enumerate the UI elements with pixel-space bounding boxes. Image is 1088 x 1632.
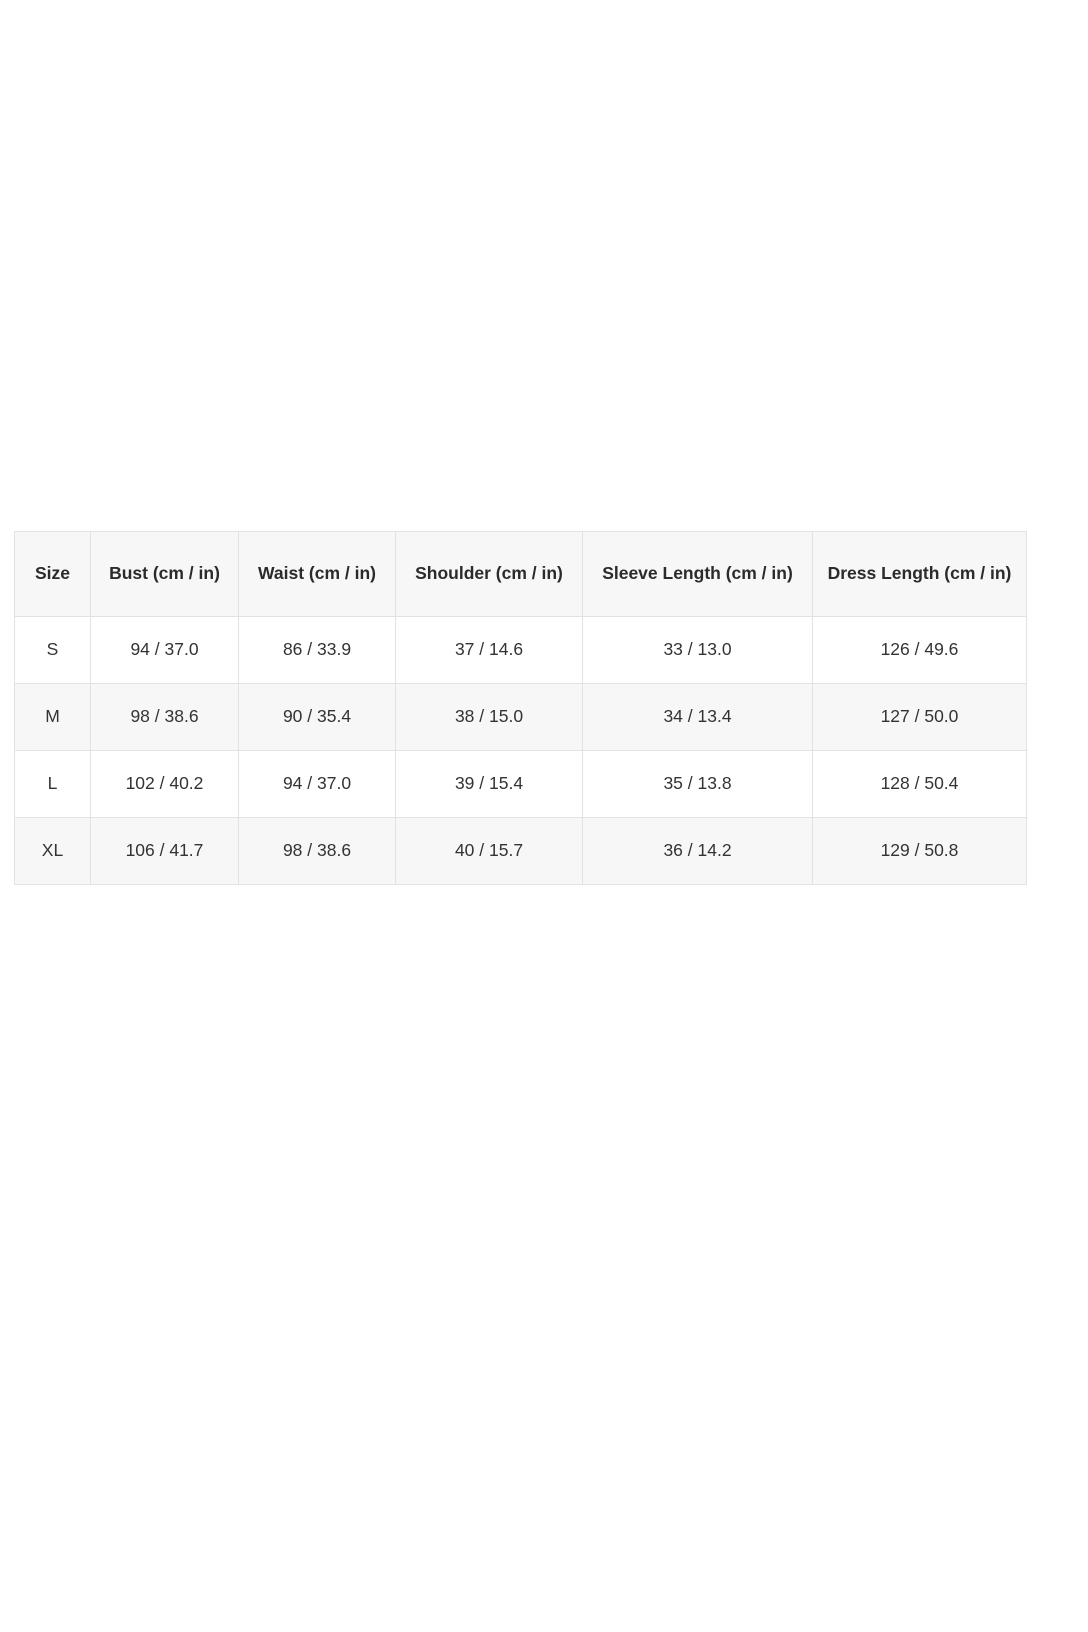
cell-dress-length: 126 / 49.6	[813, 617, 1027, 684]
table-row	[15, 751, 1027, 818]
cell-sleeve-length: 33 / 13.0	[583, 617, 813, 684]
cell-size: M	[15, 684, 91, 751]
cell-waist: 86 / 33.9	[239, 617, 396, 684]
cell-waist: 98 / 38.6	[239, 818, 396, 885]
cell-size: S	[15, 617, 91, 684]
table-row	[15, 684, 1027, 751]
column-header-sleeve-length: Sleeve Length (cm / in)	[583, 532, 813, 617]
cell-shoulder: 37 / 14.6	[396, 617, 583, 684]
cell-waist: 94 / 37.0	[239, 751, 396, 818]
cell-sleeve-length: 36 / 14.2	[583, 818, 813, 885]
cell-bust: 106 / 41.7	[91, 818, 239, 885]
cell-bust: 94 / 37.0	[91, 617, 239, 684]
table-body	[15, 617, 1027, 885]
cell-bust: 102 / 40.2	[91, 751, 239, 818]
column-header-shoulder: Shoulder (cm / in)	[396, 532, 583, 617]
cell-waist: 90 / 35.4	[239, 684, 396, 751]
size-chart-table	[14, 531, 1027, 885]
cell-shoulder: 40 / 15.7	[396, 818, 583, 885]
column-header-size: Size	[15, 532, 91, 617]
cell-shoulder: 39 / 15.4	[396, 751, 583, 818]
column-header-waist: Waist (cm / in)	[239, 532, 396, 617]
column-header-dress-length: Dress Length (cm / in)	[813, 532, 1027, 617]
cell-dress-length: 127 / 50.0	[813, 684, 1027, 751]
column-header-bust: Bust (cm / in)	[91, 532, 239, 617]
cell-size: XL	[15, 818, 91, 885]
cell-bust: 98 / 38.6	[91, 684, 239, 751]
cell-sleeve-length: 35 / 13.8	[583, 751, 813, 818]
table-header-row	[15, 532, 1027, 617]
size-chart-container	[14, 531, 1026, 885]
table-row	[15, 818, 1027, 885]
cell-sleeve-length: 34 / 13.4	[583, 684, 813, 751]
cell-dress-length: 129 / 50.8	[813, 818, 1027, 885]
cell-shoulder: 38 / 15.0	[396, 684, 583, 751]
cell-size: L	[15, 751, 91, 818]
table-header	[15, 532, 1027, 617]
table-row	[15, 617, 1027, 684]
cell-dress-length: 128 / 50.4	[813, 751, 1027, 818]
